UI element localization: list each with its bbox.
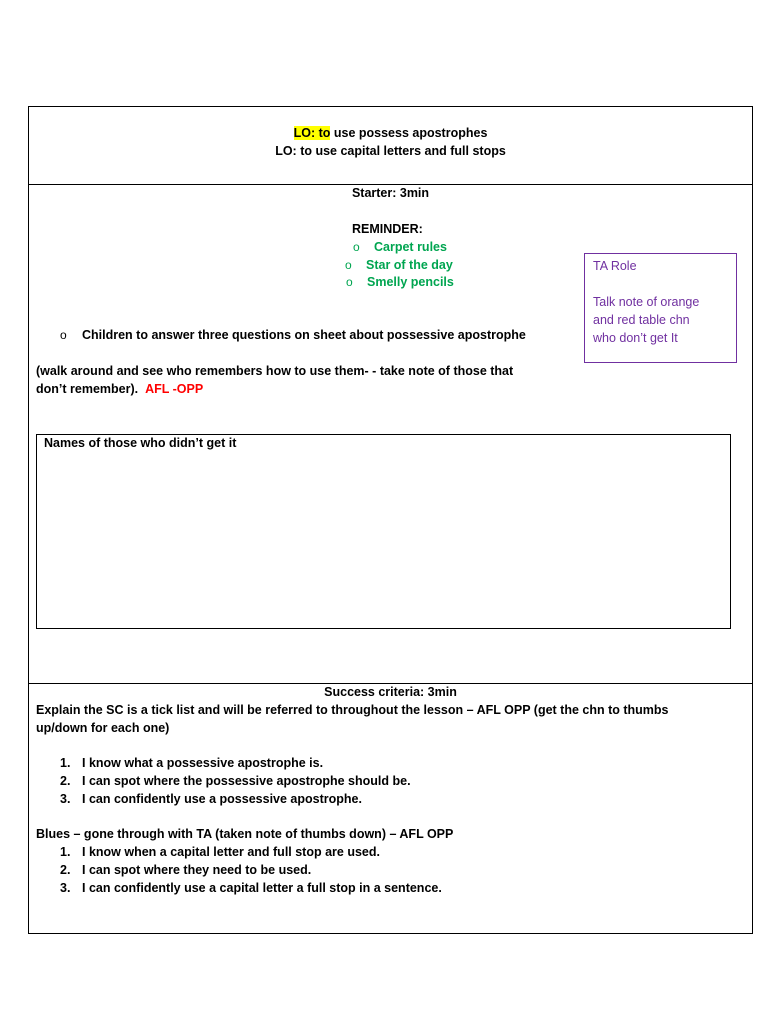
lo-line-2: LO: to use capital letters and full stops bbox=[275, 144, 506, 158]
ta-role-title: TA Role bbox=[593, 259, 637, 273]
reminder-bullet: o bbox=[353, 240, 360, 254]
lo-line-1-rest: use possess apostrophes bbox=[330, 126, 488, 140]
walk-around-line-1: (walk around and see who remembers how to use them- - take note of those that bbox=[36, 364, 514, 378]
list-number: 1. bbox=[60, 756, 71, 770]
list-number: 1. bbox=[60, 845, 71, 859]
names-box[interactable] bbox=[36, 434, 731, 629]
walk-around-line-2 bbox=[36, 381, 203, 398]
names-box-label: Names of those who didn’t get it bbox=[44, 436, 237, 450]
success-criteria-title: Success criteria: 3min bbox=[324, 685, 457, 699]
reminder-item-star-of-the-day: Star of the day bbox=[366, 258, 453, 272]
learning-objectives-row bbox=[29, 107, 752, 185]
list-number: 3. bbox=[60, 792, 71, 806]
reminder-bullet: o bbox=[345, 258, 352, 272]
reminder-bullet: o bbox=[346, 275, 353, 289]
starter-row bbox=[29, 185, 752, 684]
blues-line: Blues – gone through with TA (taken note of thumbs down) – AFL OPP bbox=[36, 827, 454, 841]
ta-role-line: who don’t get It bbox=[593, 331, 678, 345]
reminder-label: REMINDER: bbox=[352, 222, 423, 236]
ta-role-box bbox=[584, 253, 737, 363]
sc-item: I can spot where the possessive apostrophe should be. bbox=[82, 774, 411, 788]
sc-item: I can confidently use a capital letter a full stop in a sentence. bbox=[82, 881, 442, 895]
success-criteria-row bbox=[29, 684, 752, 933]
list-number: 2. bbox=[60, 863, 71, 877]
reminder-item-smelly-pencils: Smelly pencils bbox=[367, 275, 454, 289]
sc-item: I know what a possessive apostrophe is. bbox=[82, 756, 324, 770]
list-number: 3. bbox=[60, 881, 71, 895]
lo-highlight: LO: to bbox=[293, 126, 331, 140]
lesson-plan-table bbox=[28, 106, 753, 934]
lo-line-1 bbox=[29, 125, 752, 142]
task-bullet: o bbox=[60, 328, 67, 342]
sc-item: I can confidently use a possessive apostrophe. bbox=[82, 792, 362, 806]
sc-item: I know when a capital letter and full stop are used. bbox=[82, 845, 380, 859]
sc-item: I can spot where they need to be used. bbox=[82, 863, 312, 877]
sc-intro-line-2: up/down for each one) bbox=[36, 721, 170, 735]
starter-title: Starter: 3min bbox=[351, 186, 430, 200]
afl-opp-tag: AFL -OPP bbox=[145, 382, 204, 396]
ta-role-line: Talk note of orange bbox=[593, 295, 700, 309]
walk-around-text: don’t remember). bbox=[36, 382, 139, 396]
reminder-item-carpet-rules: Carpet rules bbox=[374, 240, 447, 254]
starter-task: Children to answer three questions on sheet about possessive apostrophe bbox=[82, 328, 526, 342]
list-number: 2. bbox=[60, 774, 71, 788]
sc-intro-line-1: Explain the SC is a tick list and will be referred to throughout the lesson – AFL OPP (get the chn to thumbs bbox=[36, 703, 669, 717]
ta-role-line: and red table chn bbox=[593, 313, 690, 327]
